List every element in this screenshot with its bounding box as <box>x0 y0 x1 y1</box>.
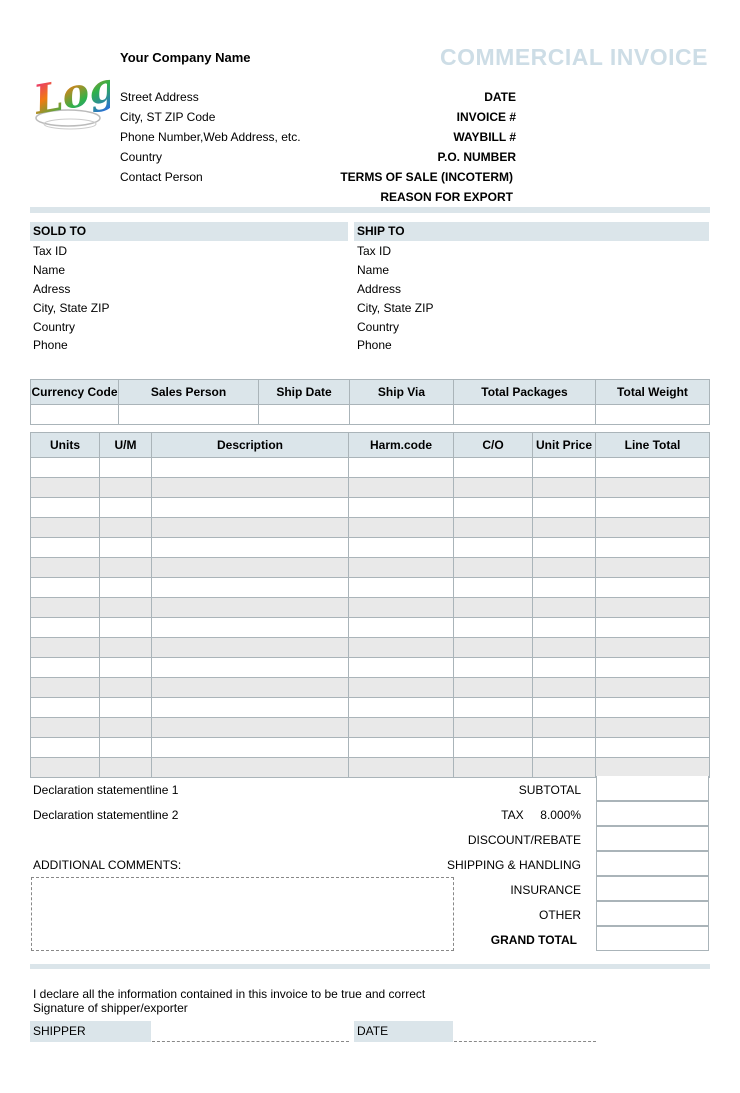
units-cell[interactable] <box>31 618 100 638</box>
signature-caption: Signature of shipper/exporter <box>33 1001 188 1015</box>
line-total-cell[interactable] <box>596 578 710 598</box>
line-total-cell[interactable] <box>596 658 710 678</box>
table-row <box>31 638 710 658</box>
unit-price-cell[interactable] <box>533 718 596 738</box>
description-cell[interactable] <box>152 498 349 518</box>
unit-price-cell[interactable] <box>533 598 596 618</box>
um-cell[interactable] <box>100 718 152 738</box>
grand-total-label: GRAND TOTAL <box>490 933 577 947</box>
um-cell[interactable] <box>100 558 152 578</box>
co-cell[interactable] <box>454 558 533 578</box>
sold-to-city: City, State ZIP <box>33 301 110 315</box>
description-cell[interactable] <box>152 558 349 578</box>
co-cell[interactable] <box>454 658 533 678</box>
co-cell[interactable] <box>454 698 533 718</box>
description-cell[interactable] <box>152 478 349 498</box>
ship-via-cell[interactable] <box>350 405 454 425</box>
other-label: OTHER <box>539 908 581 922</box>
company-name: Your Company Name <box>120 50 251 65</box>
table-row <box>31 458 710 478</box>
line-total-cell[interactable] <box>596 738 710 758</box>
unit-price-cell[interactable] <box>533 638 596 658</box>
table-row <box>31 758 710 778</box>
shipper-signature-line[interactable] <box>152 1021 349 1042</box>
description-cell[interactable] <box>152 658 349 678</box>
um-cell[interactable] <box>100 658 152 678</box>
unit-price-cell[interactable] <box>533 678 596 698</box>
tax-value[interactable] <box>596 801 709 826</box>
line-total-cell[interactable] <box>596 718 710 738</box>
unit-price-cell[interactable] <box>533 578 596 598</box>
items-table <box>30 432 710 778</box>
line-total-cell[interactable] <box>596 538 710 558</box>
table-row <box>31 658 710 678</box>
line-total-cell[interactable] <box>596 678 710 698</box>
unit-price-header: Unit Price <box>533 433 596 458</box>
signature-date-line[interactable] <box>454 1021 596 1042</box>
sales-person-cell[interactable] <box>119 405 259 425</box>
subtotal-label: SUBTOTAL <box>518 783 581 797</box>
um-cell[interactable] <box>100 518 152 538</box>
description-cell[interactable] <box>152 458 349 478</box>
ship-to-phone: Phone <box>357 338 392 352</box>
line-total-cell[interactable] <box>596 618 710 638</box>
waybill-label: WAYBILL # <box>453 130 516 144</box>
harm-code-cell[interactable] <box>349 458 454 478</box>
declaration-statement: I declare all the information contained in this invoice to be true and correct <box>33 987 426 1001</box>
harm-code-cell[interactable] <box>349 618 454 638</box>
co-header: C/O <box>454 433 533 458</box>
table-row <box>31 738 710 758</box>
ship-date-cell[interactable] <box>259 405 350 425</box>
invoice-number-label: INVOICE # <box>456 110 516 124</box>
shipper-label: SHIPPER <box>30 1021 151 1042</box>
line-total-cell[interactable] <box>596 758 710 778</box>
sold-to-phone: Phone <box>33 338 68 352</box>
co-cell[interactable] <box>454 758 533 778</box>
currency-code-cell[interactable] <box>31 405 119 425</box>
signature-date-label: DATE <box>354 1021 453 1042</box>
unit-price-cell[interactable] <box>533 458 596 478</box>
co-cell[interactable] <box>454 498 533 518</box>
harm-code-cell[interactable] <box>349 578 454 598</box>
total-weight-cell[interactable] <box>596 405 710 425</box>
line-total-cell[interactable] <box>596 558 710 578</box>
um-cell[interactable] <box>100 698 152 718</box>
total-packages-header: Total Packages <box>454 380 596 405</box>
line-total-cell[interactable] <box>596 698 710 718</box>
shipment-table <box>30 379 710 425</box>
description-cell[interactable] <box>152 638 349 658</box>
unit-price-cell[interactable] <box>533 538 596 558</box>
table-row <box>31 718 710 738</box>
harm-code-header: Harm.code <box>349 433 454 458</box>
header-separator <box>30 207 710 213</box>
units-cell[interactable] <box>31 478 100 498</box>
harm-code-cell[interactable] <box>349 638 454 658</box>
units-cell[interactable] <box>31 638 100 658</box>
units-cell[interactable] <box>31 658 100 678</box>
city-state-zip: City, ST ZIP Code <box>120 110 216 124</box>
um-cell[interactable] <box>100 638 152 658</box>
table-row <box>31 498 710 518</box>
description-cell[interactable] <box>152 738 349 758</box>
line-total-cell[interactable] <box>596 478 710 498</box>
harm-code-cell[interactable] <box>349 718 454 738</box>
phone-web: Phone Number,Web Address, etc. <box>120 130 301 144</box>
line-total-cell[interactable] <box>596 458 710 478</box>
unit-price-cell[interactable] <box>533 738 596 758</box>
um-cell[interactable] <box>100 678 152 698</box>
units-cell[interactable] <box>31 758 100 778</box>
table-row <box>31 578 710 598</box>
description-cell[interactable] <box>152 618 349 638</box>
units-cell[interactable] <box>31 738 100 758</box>
table-row <box>31 478 710 498</box>
reason-for-export-label: REASON FOR EXPORT <box>380 190 513 204</box>
declaration-line-1: Declaration statementline 1 <box>33 783 179 797</box>
ship-to-address: Address <box>357 282 402 296</box>
co-cell[interactable] <box>454 678 533 698</box>
grand-total-value[interactable] <box>596 926 709 951</box>
line-total-header: Line Total <box>596 433 710 458</box>
total-weight-header: Total Weight <box>596 380 710 405</box>
harm-code-cell[interactable] <box>349 558 454 578</box>
description-header: Description <box>152 433 349 458</box>
discount-label: DISCOUNT/REBATE <box>467 833 581 847</box>
discount-value[interactable] <box>596 826 709 851</box>
unit-price-cell[interactable] <box>533 698 596 718</box>
ship-to-name: Name <box>357 263 390 277</box>
harm-code-cell[interactable] <box>349 758 454 778</box>
um-header: U/M <box>100 433 152 458</box>
description-cell[interactable] <box>152 598 349 618</box>
um-cell[interactable] <box>100 478 152 498</box>
table-row <box>31 538 710 558</box>
table-row <box>31 698 710 718</box>
co-cell[interactable] <box>454 538 533 558</box>
company-logo <box>30 44 110 136</box>
description-cell[interactable] <box>152 538 349 558</box>
units-cell[interactable] <box>31 538 100 558</box>
description-cell[interactable] <box>152 758 349 778</box>
um-cell[interactable] <box>100 498 152 518</box>
line-total-cell[interactable] <box>596 638 710 658</box>
logo-text: Logo <box>30 58 110 124</box>
description-cell[interactable] <box>152 578 349 598</box>
insurance-label: INSURANCE <box>510 883 581 897</box>
ship-to-country: Country <box>357 320 400 334</box>
sales-person-header: Sales Person <box>119 380 259 405</box>
street-address: Street Address <box>120 90 199 104</box>
um-cell[interactable] <box>100 738 152 758</box>
units-cell[interactable] <box>31 558 100 578</box>
units-header: Units <box>31 433 100 458</box>
declaration-line-2: Declaration statementline 2 <box>33 808 179 822</box>
ship-date-header: Ship Date <box>259 380 350 405</box>
co-cell[interactable] <box>454 638 533 658</box>
unit-price-cell[interactable] <box>533 478 596 498</box>
contact-person: Contact Person <box>120 170 203 184</box>
um-cell[interactable] <box>100 758 152 778</box>
sold-to-address: Adress <box>33 282 71 296</box>
harm-code-cell[interactable] <box>349 698 454 718</box>
harm-code-cell[interactable] <box>349 498 454 518</box>
table-row <box>31 618 710 638</box>
table-row <box>31 598 710 618</box>
sold-to-name: Name <box>33 263 66 277</box>
unit-price-cell[interactable] <box>533 558 596 578</box>
line-total-cell[interactable] <box>596 598 710 618</box>
subtotal-value[interactable] <box>596 776 709 801</box>
po-number-label: P.O. NUMBER <box>437 150 516 164</box>
co-cell[interactable] <box>454 458 533 478</box>
ship-to-tax-id: Tax ID <box>357 244 392 258</box>
units-cell[interactable] <box>31 698 100 718</box>
total-packages-cell[interactable] <box>454 405 596 425</box>
table-row <box>31 558 710 578</box>
sold-to-heading: SOLD TO <box>30 222 348 241</box>
unit-price-cell[interactable] <box>533 618 596 638</box>
ship-via-header: Ship Via <box>350 380 454 405</box>
units-cell[interactable] <box>31 458 100 478</box>
co-cell[interactable] <box>454 578 533 598</box>
harm-code-cell[interactable] <box>349 538 454 558</box>
currency-code-header: Currency Code <box>31 380 119 405</box>
tax-label: TAX 8.000% <box>501 808 581 822</box>
line-total-cell[interactable] <box>596 518 710 538</box>
description-cell[interactable] <box>152 678 349 698</box>
invoice-title: COMMERCIAL INVOICE <box>440 44 708 70</box>
units-cell[interactable] <box>31 678 100 698</box>
table-row <box>31 678 710 698</box>
um-cell[interactable] <box>100 538 152 558</box>
line-total-cell[interactable] <box>596 498 710 518</box>
description-cell[interactable] <box>152 518 349 538</box>
sold-to-tax-id: Tax ID <box>33 244 68 258</box>
company-country: Country <box>120 150 163 164</box>
co-cell[interactable] <box>454 598 533 618</box>
units-cell[interactable] <box>31 498 100 518</box>
harm-code-cell[interactable] <box>349 518 454 538</box>
co-cell[interactable] <box>454 738 533 758</box>
description-cell[interactable] <box>152 718 349 738</box>
footer-separator <box>30 964 710 969</box>
harm-code-cell[interactable] <box>349 678 454 698</box>
ship-to-city: City, State ZIP <box>357 301 434 315</box>
units-cell[interactable] <box>31 518 100 538</box>
units-cell[interactable] <box>31 578 100 598</box>
harm-code-cell[interactable] <box>349 738 454 758</box>
unit-price-cell[interactable] <box>533 758 596 778</box>
ship-to-heading: SHIP TO <box>354 222 709 241</box>
um-cell[interactable] <box>100 618 152 638</box>
sold-to-country: Country <box>33 320 76 334</box>
co-cell[interactable] <box>454 478 533 498</box>
date-label: DATE <box>484 90 516 104</box>
unit-price-cell[interactable] <box>533 498 596 518</box>
shipping-handling-label: SHIPPING & HANDLING <box>446 858 581 872</box>
co-cell[interactable] <box>454 518 533 538</box>
comments-label: ADDITIONAL COMMENTS: <box>33 858 182 872</box>
um-cell[interactable] <box>100 598 152 618</box>
units-cell[interactable] <box>31 598 100 618</box>
terms-of-sale-label: TERMS OF SALE (INCOTERM) <box>340 170 513 184</box>
um-cell[interactable] <box>100 578 152 598</box>
insurance-value[interactable] <box>596 876 709 901</box>
description-cell[interactable] <box>152 698 349 718</box>
co-cell[interactable] <box>454 718 533 738</box>
units-cell[interactable] <box>31 718 100 738</box>
other-value[interactable] <box>596 901 709 926</box>
shipping-handling-value[interactable] <box>596 851 709 876</box>
unit-price-cell[interactable] <box>533 658 596 678</box>
harm-code-cell[interactable] <box>349 598 454 618</box>
um-cell[interactable] <box>100 458 152 478</box>
co-cell[interactable] <box>454 618 533 638</box>
harm-code-cell[interactable] <box>349 478 454 498</box>
harm-code-cell[interactable] <box>349 658 454 678</box>
table-row <box>31 518 710 538</box>
unit-price-cell[interactable] <box>533 518 596 538</box>
